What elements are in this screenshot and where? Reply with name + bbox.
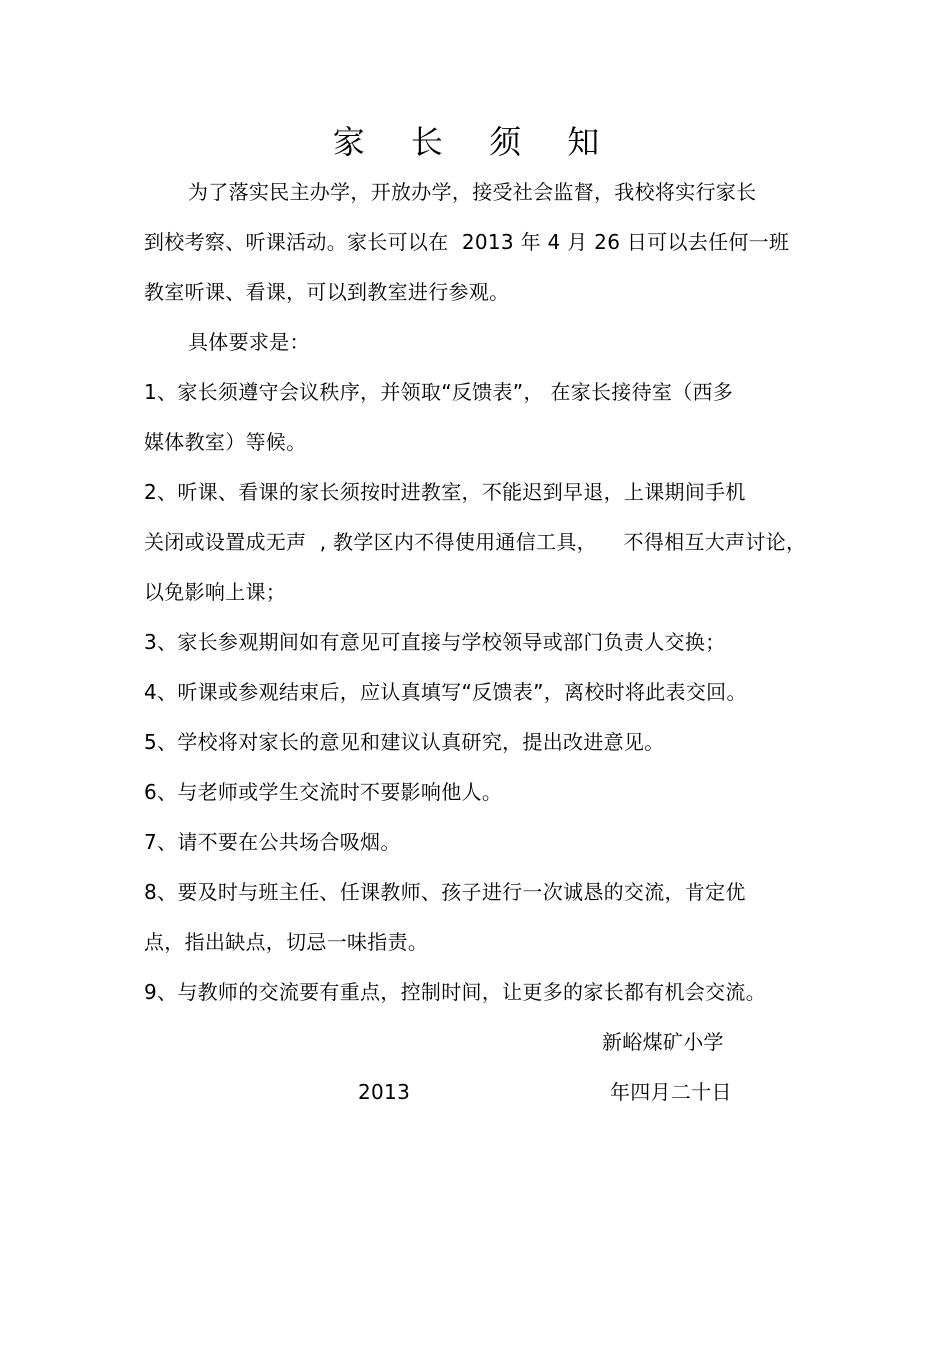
signature-year: 2013 xyxy=(358,1080,411,1104)
signature-school: 新峪煤矿小学 xyxy=(602,1030,724,1054)
requirement-line: 4、听课或参观结束后，应认真填写“反馈表”，离校时将此表交回。 xyxy=(144,680,747,704)
requirement-line: 8、要及时与班主任、任课教师、孩子进行一次诚恳的交流，肯定优 xyxy=(144,880,746,904)
requirement-line: 点，指出缺点，切忌一味指责。 xyxy=(144,930,429,954)
requirement-line: 关闭或设置成无声 , 教学区内不得使用通信工具， 不得相互大声讨论， xyxy=(144,530,807,554)
requirement-line: 以免影响上课； xyxy=(144,580,287,604)
signature-date: 年四月二十日 xyxy=(610,1080,732,1104)
requirement-line: 2、听课、看课的家长须按时进教室，不能迟到早退，上课期间手机 xyxy=(144,480,746,504)
requirement-line: 媒体教室）等候。 xyxy=(144,430,307,454)
document-title: 家 长 须 知 xyxy=(332,123,618,161)
requirement-line: 7、请不要在公共场合吸烟。 xyxy=(144,830,401,854)
requirement-line: 5、学校将对家长的意见和建议认真研究，提出改进意见。 xyxy=(144,730,665,754)
requirement-line: 6、与老师或学生交流时不要影响他人。 xyxy=(144,780,503,804)
requirement-line: 1、家长须遵守会议秩序，并领取“反馈表”， 在家长接待室（西多 xyxy=(144,380,734,404)
intro-line: 教室听课、看课，可以到教室进行参观。 xyxy=(144,280,510,304)
requirement-line: 9、与教师的交流要有重点，控制时间，让更多的家长都有机会交流。 xyxy=(144,980,767,1004)
intro-line: 为了落实民主办学，开放办学，接受社会监督，我校将实行家长 xyxy=(188,180,757,204)
requirements-heading: 具体要求是： xyxy=(188,330,310,354)
intro-line: 到校考察、听课活动。家长可以在 2013 年 4 月 26 日可以去任何一班 xyxy=(144,230,790,254)
requirement-line: 3、家长参观期间如有意见可直接与学校领导或部门负责人交换； xyxy=(144,630,726,654)
